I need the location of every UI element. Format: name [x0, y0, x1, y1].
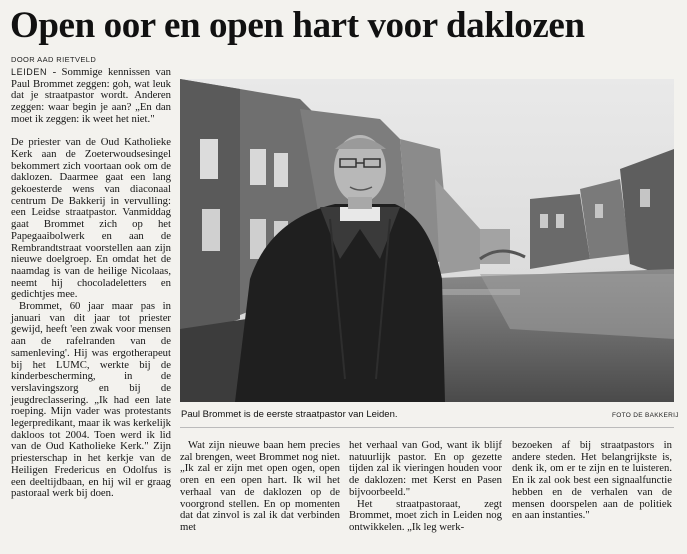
body-paragraph: Brommet, 60 jaar maar pas in januari van dit jaar tot priester gewijd, heeft 'een zwak voor mensen aan de rafelranden van de samenleving'. Hij was ergotherapeut bij het LUMC, werkte bij de kinderbescherming, in de verslavingszorg en bij de jeugdreclassering. „Ik had een late roeping. Mijn vader was protestants legerpredikant, maar ik was kerkelijk dakloos tot 2004. Toen werd ik lid van de Oud Katholieke Kerk." Zijn priesterschap in het kerkje van de Heiligen Fredericus en Odolfus is een deeltijdbaan, en hij wil er graag pastoraal werk bij doen.	[11, 300, 171, 500]
lead-paragraph	[11, 67, 171, 126]
text-column-3	[349, 440, 502, 550]
text-column-2	[180, 440, 340, 550]
lead-text: - Sommige kennissen van Paul Brommet zeggen: goh, wat leuk dat je straatpastor wordt. Anderen zeggen: waar begin je aan? „En dan moet ik zeggen: ik weet het niet."	[11, 66, 171, 125]
body-paragraph: De priester van de Oud Katholieke Kerk aan de Zoeterwoudsesingel bekommert zich voortaan ook om de daklozen. Daarmee gaat een lang gekoesterde wens van diaconaal centrum De Bakkerij in vervulling: een Leidse straatpastor. Vanmiddag gaat Brommet zich op het Papegaaibolwerk en aan de Rembrandtstraat voorstellen aan zijn nieuwe doelgroep. En omdat het de naamdag is van de heilige Nicolaas, neemt hij chocoladeletters en gedichtjes mee.	[11, 136, 171, 301]
body-paragraph: Het straatpastoraat, zegt Brommet, moet zich in Leiden nog ontwikkelen. „Ik leg werk-	[349, 497, 502, 533]
photo-portrait-canal-icon	[180, 79, 674, 402]
photo-caption: Paul Brommet is de eerste straatpastor van Leiden.	[181, 409, 398, 420]
caption-divider	[180, 427, 674, 428]
photo-credit: FOTO DE BAKKERIJ	[612, 412, 679, 419]
body-paragraph: het verhaal van God, want ik blijf natuurlijk pastor. En op gezette tijden zal ik vieringen houden voor de daklozen: met Kerst en Pasen bijvoorbeeld."	[349, 439, 502, 498]
article-headline: Open oor en open hart voor daklozen	[10, 5, 585, 46]
dateline: LEIDEN	[11, 67, 48, 77]
body-paragraph: bezoeken af bij straatpastors in andere steden. Het belangrijkste is, denk ik, om er te zijn en te luisteren. En ik zal ook best een signaalfunctie hebben en de verhalen van de mensen doorspelen aan de politiek en aan instanties."	[512, 439, 672, 522]
body-paragraph: Wat zijn nieuwe baan hem precies zal brengen, weet Brommet nog niet. „Ik zal er zijn met open ogen, open oren en een open hart. Ik wil het verhaal van de daklozen op de voorgrond stellen. En op momenten dat dat zinvol is zal ik dat verbinden met	[180, 439, 340, 533]
article-photo	[180, 79, 674, 402]
text-column-1	[11, 67, 171, 549]
article-byline: DOOR AAD RIETVELD	[11, 55, 97, 64]
text-column-4	[512, 440, 672, 550]
